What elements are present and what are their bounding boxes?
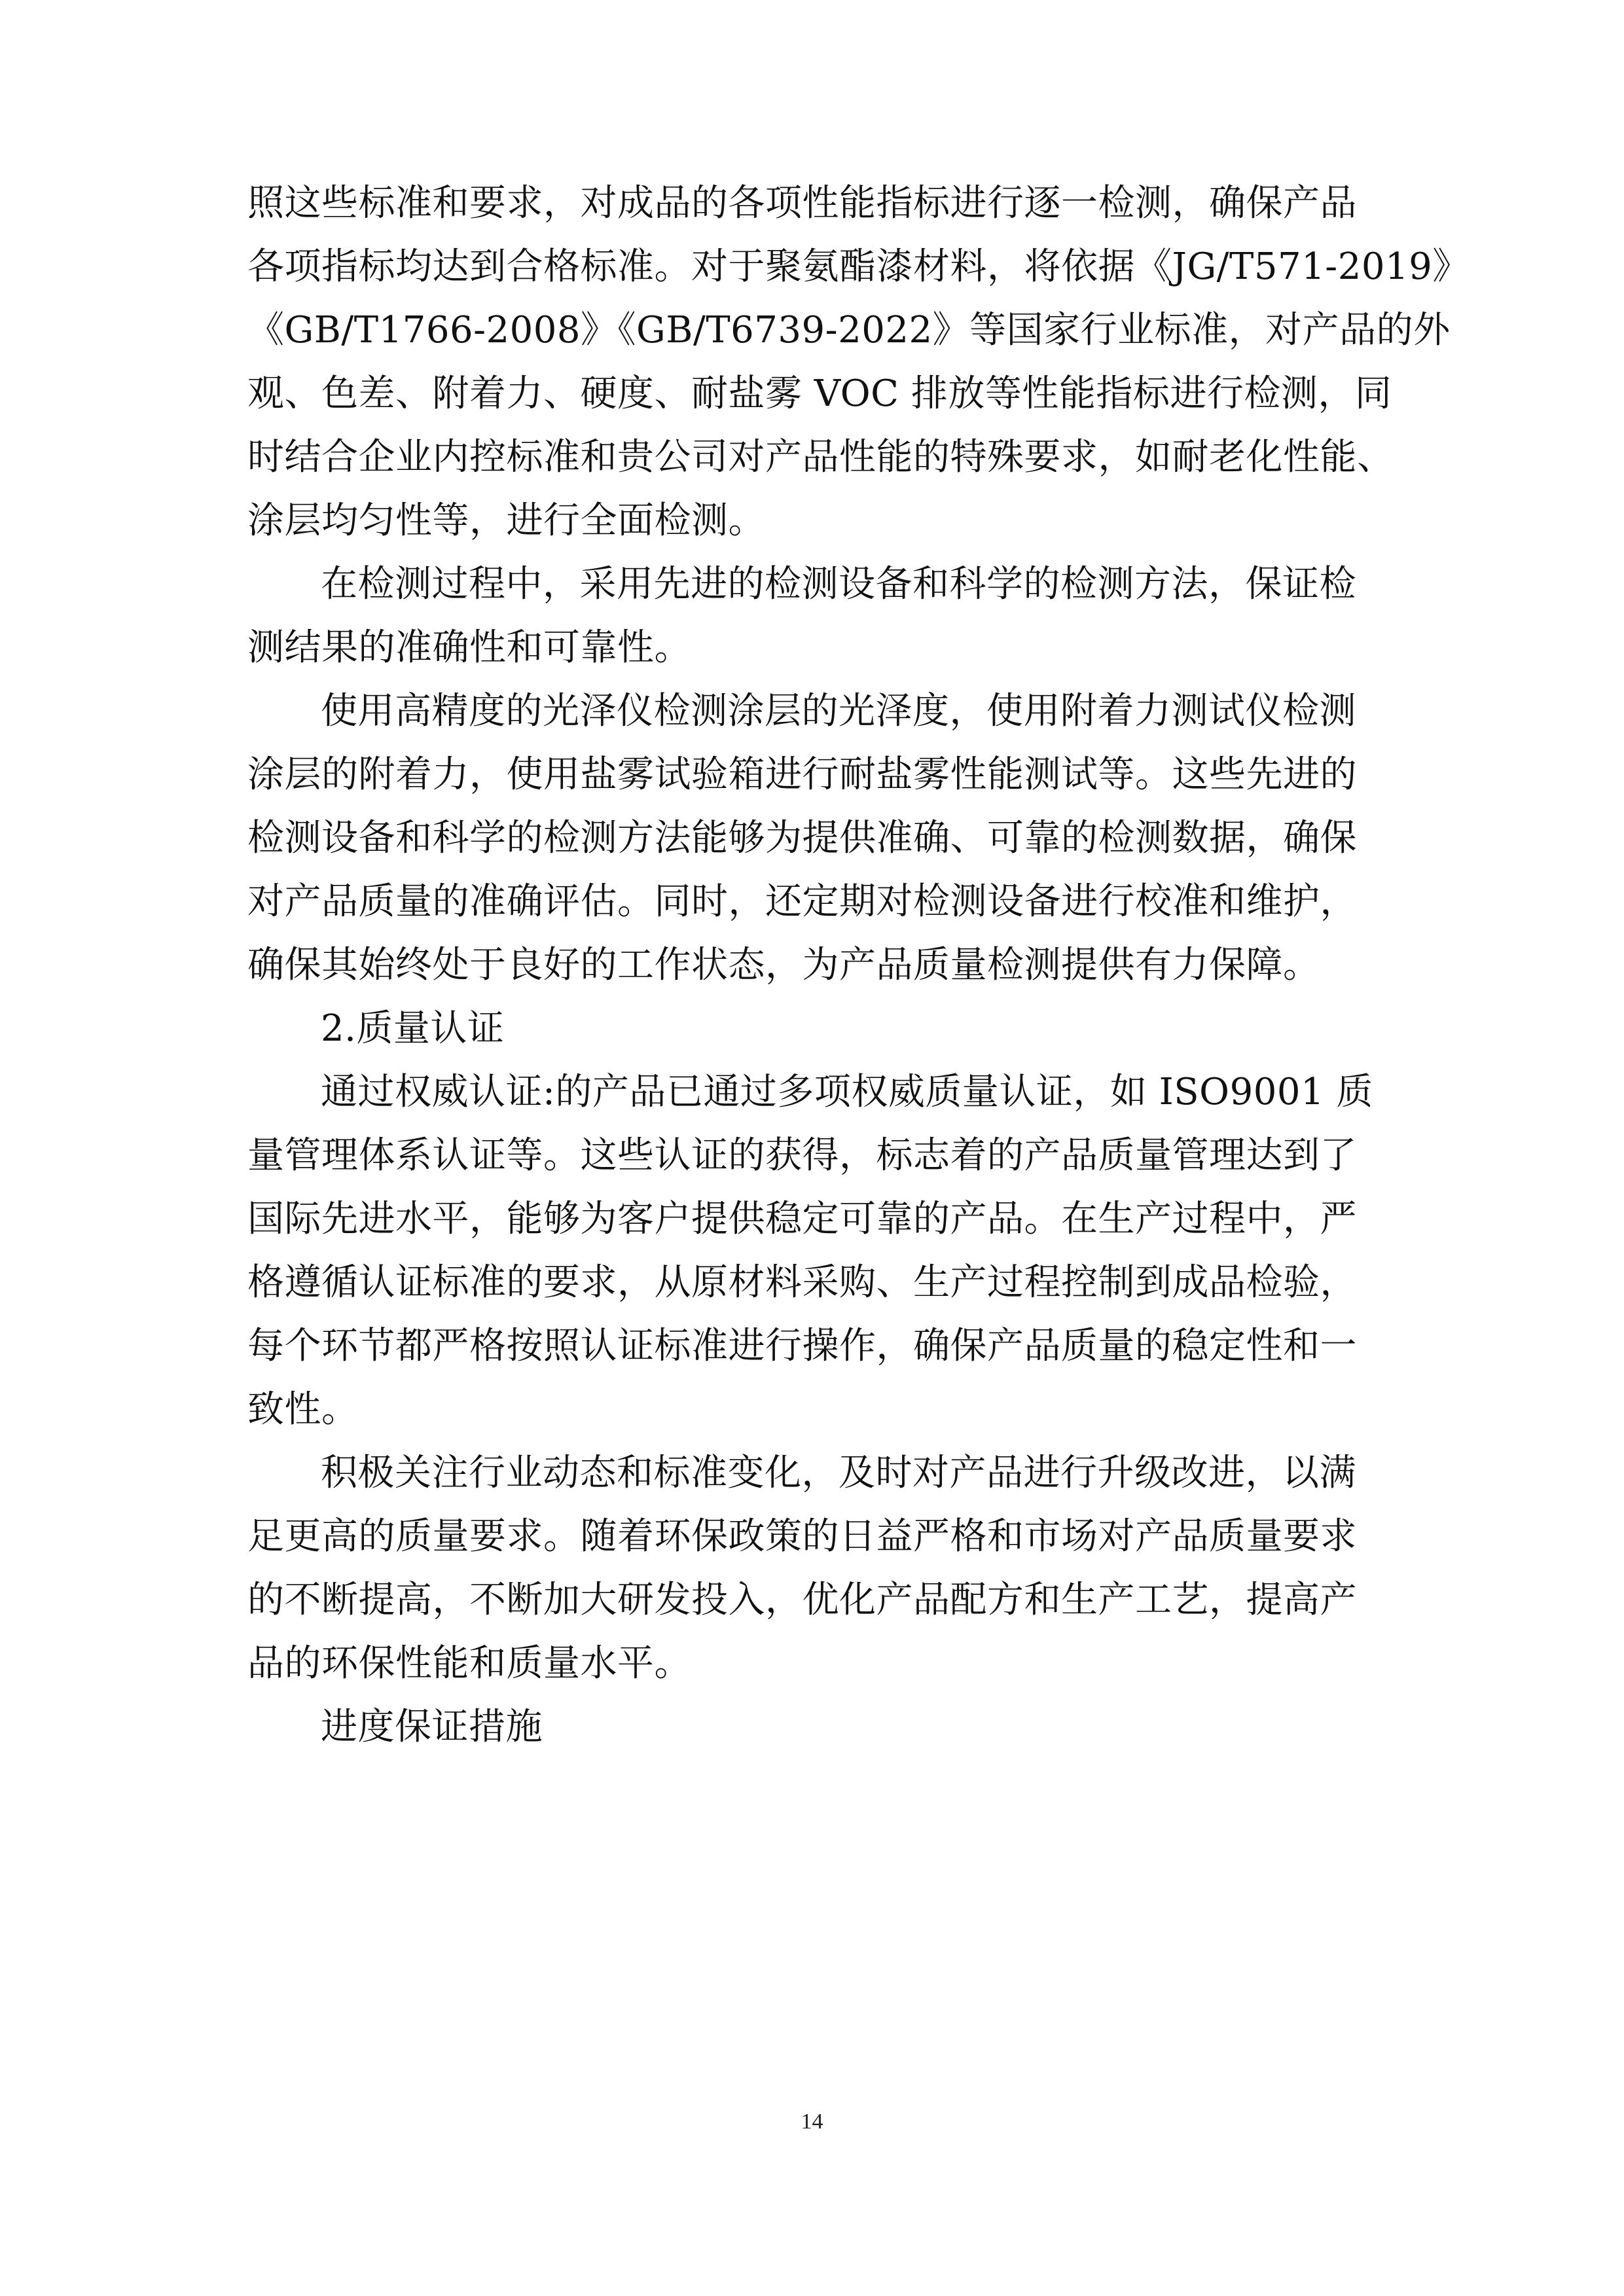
text-line: 每个环节都严格按照认证标准进行操作，确保产品质量的稳定性和一 — [247, 1325, 1357, 1367]
paragraph-start-line: 积极关注行业动态和标准变化，及时对产品进行升级改进，以满 — [321, 1452, 1356, 1494]
text-line: 国际先进水平，能够为客户提供稳定可靠的产品。在生产过程中，严 — [247, 1198, 1357, 1240]
text-line: 照这些标准和要求，对成品的各项性能指标进行逐一检测，确保产品 — [247, 182, 1357, 224]
paragraph-start-line: 使用高精度的光泽仪检测涂层的光泽度，使用附着力测试仪检测 — [321, 690, 1356, 732]
page-number: 14 — [801, 2109, 823, 2134]
text-line: 对产品质量的准确评估。同时，还定期对检测设备进行校准和维护， — [247, 880, 1357, 923]
paragraph-start-line: 通过权威认证:的产品已通过多项权威质量认证，如 ISO9001 质 — [321, 1071, 1373, 1113]
section-heading: 进度保证措施 — [321, 1706, 543, 1748]
text-line: 品的环保性能和质量水平。 — [247, 1642, 691, 1685]
text-line: 时结合企业内控标准和贵公司对产品性能的特殊要求，如耐老化性能、 — [247, 436, 1394, 478]
text-line: 足更高的质量要求。随着环保政策的日益严格和市场对产品质量要求 — [247, 1515, 1357, 1558]
text-line: 《GB/T1766-2008》《GB/T6739-2022》等国家行业标准，对产品的外 — [247, 309, 1451, 351]
text-line: 涂层均匀性等，进行全面检测。 — [247, 499, 765, 542]
text-line: 致性。 — [247, 1388, 359, 1431]
body-text — [247, 171, 1470, 1759]
text-line: 的不断提高，不断加大研发投入，优化产品配方和生产工艺，提高产 — [247, 1579, 1357, 1621]
text-line: 测结果的准确性和可靠性。 — [247, 626, 691, 669]
paragraph-start-line: 在检测过程中，采用先进的检测设备和科学的检测方法，保证检 — [321, 563, 1356, 605]
text-line: 检测设备和科学的检测方法能够为提供准确、可靠的检测数据，确保 — [247, 817, 1357, 859]
text-line: 涂层的附着力，使用盐雾试验箱进行耐盐雾性能测试等。这些先进的 — [247, 753, 1357, 796]
text-line: 格遵循认证标准的要求，从原材料采购、生产过程控制到成品检验， — [247, 1261, 1357, 1304]
text-line: 量管理体系认证等。这些认证的获得，标志着的产品质量管理达到了 — [247, 1134, 1357, 1177]
text-line: 观、色差、附着力、硬度、耐盐雾 VOC 排放等性能指标进行检测，同 — [247, 372, 1392, 415]
text-line: 各项指标均达到合格标准。对于聚氨酯漆材料，将依据《JG/T571-2019》 — [247, 245, 1470, 288]
section-heading: 2.质量认证 — [321, 1007, 505, 1050]
text-line: 确保其始终处于良好的工作状态，为产品质量检测提供有力保障。 — [247, 944, 1320, 986]
